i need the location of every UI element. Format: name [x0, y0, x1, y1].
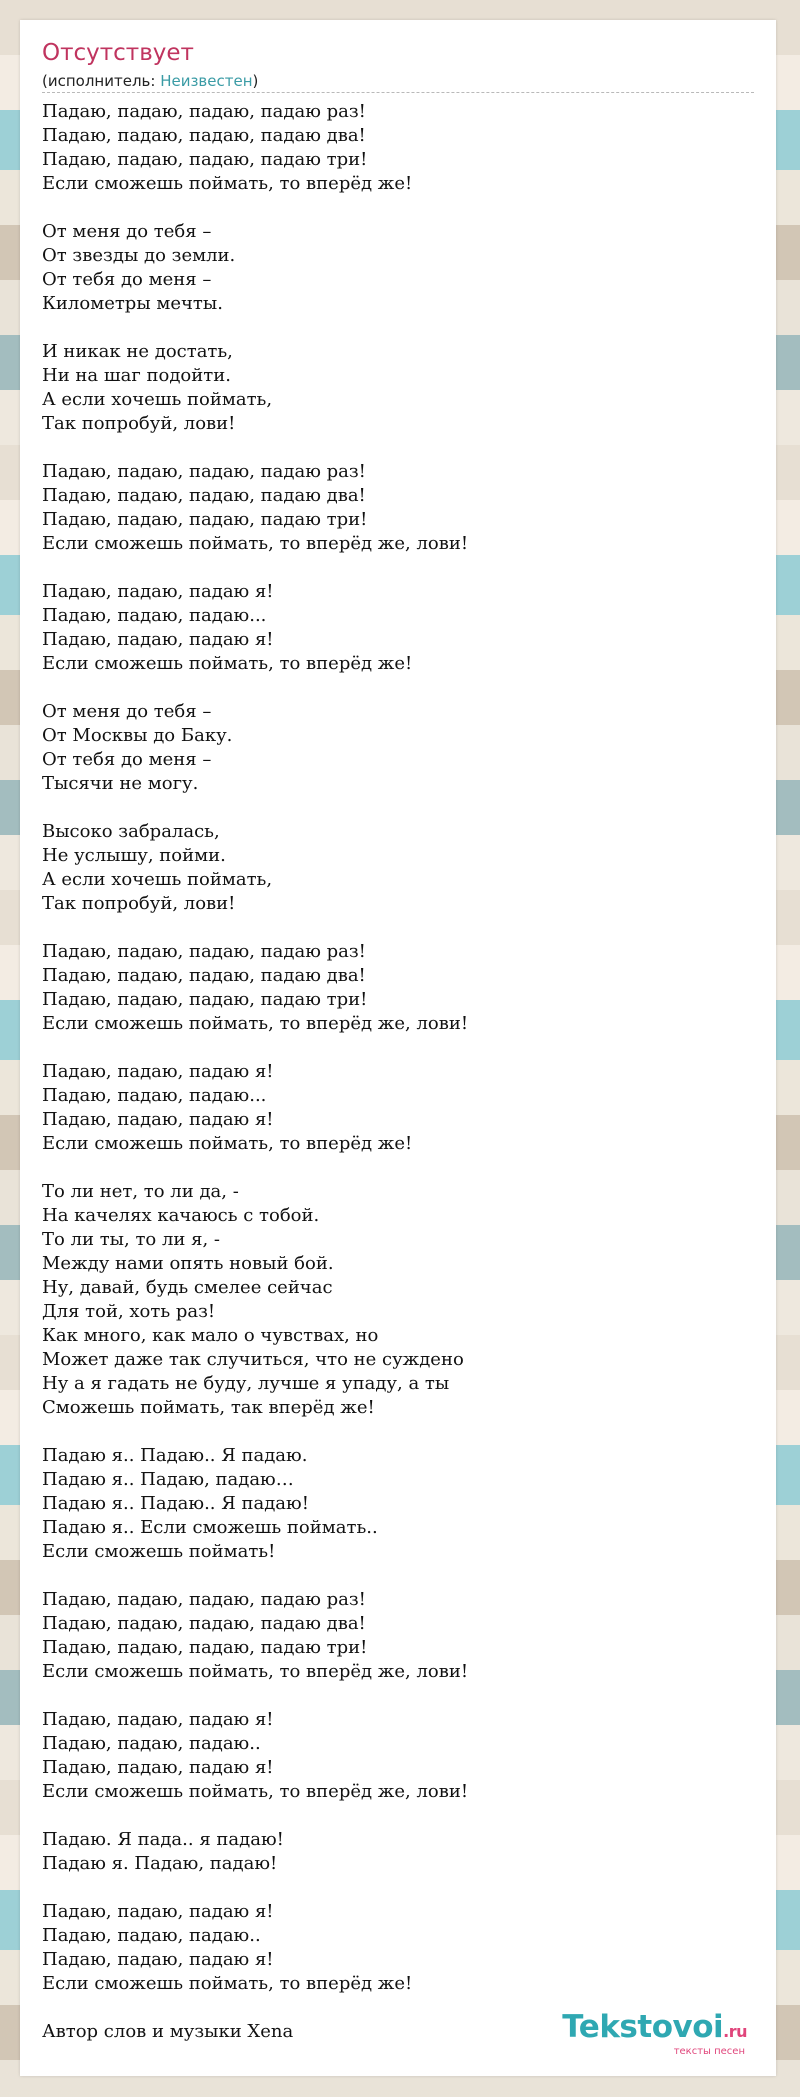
lyric-line: Падаю, падаю, падаю, падаю два!	[42, 485, 366, 506]
stanza-gap	[42, 1420, 754, 1444]
lyric-line: Как много, как мало о чувствах, но	[42, 1325, 379, 1346]
lyric-line: От Москвы до Баку.	[42, 725, 233, 746]
lyric-line: Не услышу, пойми.	[42, 845, 226, 866]
lyric-line: Ну а я гадать не буду, лучше я упаду, а ты	[42, 1373, 450, 1394]
logo-tld: .ru	[723, 2022, 747, 2041]
lyric-line: Падаю, падаю, падаю я!	[42, 1061, 274, 1082]
artist-link[interactable]: Неизвестен	[160, 72, 253, 90]
stanza-gap	[42, 676, 754, 700]
lyric-line: Падаю, падаю, падаю я!	[42, 1757, 274, 1778]
lyric-line: Падаю, падаю, падаю, падаю раз!	[42, 461, 366, 482]
lyric-line: Падаю, падаю, падаю я!	[42, 1109, 274, 1130]
lyrics-card	[20, 20, 776, 2076]
lyric-line: Падаю, падаю, падаю..	[42, 1733, 261, 1754]
lyric-line: От тебя до меня –	[42, 269, 212, 290]
logo-tagline: тексты песен	[673, 2046, 745, 2057]
lyric-line: Падаю, падаю, падаю, падаю три!	[42, 1637, 368, 1658]
stanza-gap	[42, 556, 754, 580]
stanza-gap	[42, 316, 754, 340]
lyric-line: Падаю. Я пада.. я падаю!	[42, 1829, 284, 1850]
lyric-line: Если сможешь поймать, то вперёд же, лови!	[42, 1781, 469, 1802]
lyric-line: Тысячи не могу.	[42, 773, 199, 794]
lyric-line: Падаю, падаю, падаю, падаю два!	[42, 1613, 366, 1634]
logo-wordmark	[562, 2011, 747, 2048]
lyric-line: Падаю, падаю, падаю я!	[42, 1709, 274, 1730]
lyrics-text	[42, 100, 754, 2044]
lyric-line: Если сможешь поймать, то вперёд же!	[42, 173, 413, 194]
stanza-gap	[42, 1804, 754, 1828]
lyric-line: Падаю, падаю, падаю, падаю раз!	[42, 941, 366, 962]
lyric-line: Падаю я. Падаю, падаю!	[42, 1853, 278, 1874]
artist-prefix: (исполнитель:	[42, 72, 161, 90]
lyric-line: Если сможешь поймать, то вперёд же, лови!	[42, 533, 469, 554]
stanza-gap	[42, 1156, 754, 1180]
lyric-line: Ну, давай, будь смелее сейчас	[42, 1277, 333, 1298]
lyric-line: Падаю я.. Падаю.. Я падаю.	[42, 1445, 308, 1466]
lyric-line: Падаю, падаю, падаю..	[42, 1925, 261, 1946]
lyric-line: А если хочешь поймать,	[42, 869, 273, 890]
lyric-line: Между нами опять новый бой.	[42, 1253, 334, 1274]
stanza-gap	[42, 916, 754, 940]
lyric-line: Для той, хоть раз!	[42, 1301, 216, 1322]
lyric-line: То ли ты, то ли я, -	[42, 1229, 220, 1250]
lyric-line: От тебя до меня –	[42, 749, 212, 770]
lyric-line: Падаю, падаю, падаю я!	[42, 1949, 274, 1970]
lyric-line: Ни на шаг подойти.	[42, 365, 231, 386]
stanza-gap	[42, 1876, 754, 1900]
lyric-line: Падаю, падаю, падаю я!	[42, 581, 274, 602]
stanza-gap	[42, 1684, 754, 1708]
stanza-gap	[42, 436, 754, 460]
site-logo[interactable]	[562, 2011, 747, 2057]
lyric-line: Падаю, падаю, падаю, падаю раз!	[42, 1589, 366, 1610]
lyric-line: Падаю я.. Падаю, падаю…	[42, 1469, 294, 1490]
lyric-line: Если сможешь поймать, то вперёд же, лови!	[42, 1661, 469, 1682]
lyric-line: Падаю, падаю, падаю...	[42, 1085, 267, 1106]
lyric-line: На качелях качаюсь с тобой.	[42, 1205, 320, 1226]
lyric-line: Падаю, падаю, падаю, падаю три!	[42, 509, 368, 530]
artist-suffix: )	[252, 72, 259, 90]
lyric-line: Может даже так случиться, что не суждено	[42, 1349, 464, 1370]
lyric-line: Если сможешь поймать, то вперёд же, лови!	[42, 1013, 469, 1034]
lyric-line: Падаю, падаю, падаю, падаю три!	[42, 149, 368, 170]
lyric-line: Падаю я.. Если сможешь поймать..	[42, 1517, 378, 1538]
song-title: Отсутствует	[42, 40, 194, 66]
lyric-line: Автор слов и музыки Xena	[42, 2021, 294, 2042]
lyric-line: Падаю, падаю, падаю я!	[42, 1901, 274, 1922]
lyric-line: Падаю, падаю, падаю, падаю раз!	[42, 101, 366, 122]
lyric-line: Высоко забралась,	[42, 821, 220, 842]
lyric-line: Если сможешь поймать!	[42, 1541, 276, 1562]
lyric-line: Сможешь поймать, так вперёд же!	[42, 1397, 375, 1418]
lyric-line: А если хочешь поймать,	[42, 389, 273, 410]
lyric-line: От меня до тебя –	[42, 701, 212, 722]
lyric-line: Если сможешь поймать, то вперёд же!	[42, 1973, 413, 1994]
lyric-line: Падаю, падаю, падаю, падаю два!	[42, 965, 366, 986]
lyric-line: Километры мечты.	[42, 293, 223, 314]
lyric-line: Так попробуй, лови!	[42, 413, 236, 434]
lyric-line: Так попробуй, лови!	[42, 893, 236, 914]
lyric-line: Если сможешь поймать, то вперёд же!	[42, 1133, 413, 1154]
stanza-gap	[42, 796, 754, 820]
artist-line	[42, 72, 754, 93]
stanza-gap	[42, 196, 754, 220]
lyric-line: То ли нет, то ли да, -	[42, 1181, 239, 1202]
stanza-gap	[42, 1564, 754, 1588]
lyric-line: Падаю, падаю, падаю я!	[42, 629, 274, 650]
lyric-line: Падаю, падаю, падаю, падаю два!	[42, 125, 366, 146]
lyric-line: От меня до тебя –	[42, 221, 212, 242]
stanza-gap	[42, 1036, 754, 1060]
logo-name: Tekstovoi	[562, 2009, 724, 2045]
lyric-line: Падаю, падаю, падаю, падаю три!	[42, 989, 368, 1010]
lyric-line: Если сможешь поймать, то вперёд же!	[42, 653, 413, 674]
lyric-line: Падаю я.. Падаю.. Я падаю!	[42, 1493, 309, 1514]
lyric-line: От звезды до земли.	[42, 245, 236, 266]
lyric-line: И никак не достать,	[42, 341, 233, 362]
lyric-line: Падаю, падаю, падаю...	[42, 605, 267, 626]
